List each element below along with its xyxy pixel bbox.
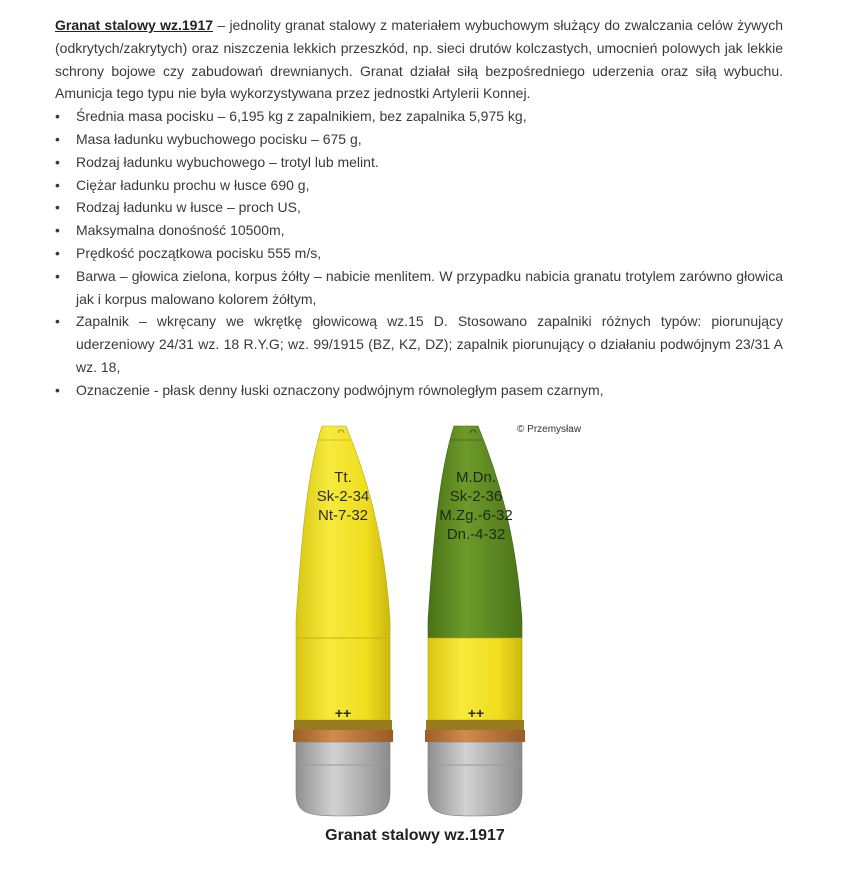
intro-text: – jednolity granat stalowy z materiałem wybuchowym służący do zwalczania celów żywych (odkrytych/zakrytych) oraz niszczenia lekkich przeszkód, np. sieci drutów kolczastych, umocnień polowych jak lekkie schrony bojowe czy zabudowań drewnianych. Granat działał siłą bezpośredniego uderzenia oraz siłą wybuchu. Amunicja tego typu nie była wykorzystywana przez jednostki Artylerii Konnej. (55, 17, 783, 102)
list-item: • Masa ładunku wybuchowego pocisku – 675 g, (55, 128, 783, 151)
bullet: • (55, 222, 60, 239)
stencil-marks: ++ (467, 705, 485, 721)
shells-drawing (280, 420, 610, 820)
list-item: • Ciężar ładunku prochu w łusce 690 g, (55, 174, 783, 197)
list-item: • Średnia masa pocisku – 6,195 kg z zapalnikiem, bez zapalnika 5,975 kg, (55, 105, 783, 128)
stencil-line: Sk-2-34 (316, 488, 370, 505)
list-item: • Oznaczenie - płask denny łuski oznaczony podwójnym równoległym pasem czarnym, (55, 379, 783, 402)
bullet: • (55, 108, 60, 125)
bullet: • (55, 267, 60, 284)
stencil-line: M.Dn. (455, 469, 497, 486)
stencil-marks: ++ (334, 705, 352, 721)
stencil-line: M.Zg.-6-32 (439, 507, 513, 524)
driving-band (426, 720, 524, 730)
stencil-line: Dn.-4-32 (446, 526, 506, 543)
list-item: • Rodzaj ładunku w łusce – proch US, (55, 196, 783, 219)
list-item: • Barwa – głowica zielona, korpus żółty – nabicie menlitem. W przypadku nabicia granatu trotylem zarówno głowica jak i korpus malowano kolorem żółtym, (55, 265, 783, 311)
bullet: • (55, 153, 60, 170)
bullet: • (55, 130, 60, 147)
cartridge-case (296, 742, 390, 816)
list-item: • Rodzaj ładunku wybuchowego – trotyl lub melint. (55, 151, 783, 174)
figure-caption: Granat stalowy wz.1917 (325, 827, 505, 844)
intro-paragraph (55, 14, 783, 105)
image-credit: © Przemysław (517, 424, 582, 435)
list-item: • Prędkość początkowa pocisku 555 m/s, (55, 242, 783, 265)
bullet: • (55, 381, 60, 398)
driving-band (294, 720, 392, 730)
driving-band (293, 730, 393, 742)
bullet: • (55, 176, 60, 193)
facts-list (55, 105, 783, 401)
cartridge-case (428, 742, 522, 816)
article-text (55, 14, 783, 402)
stencil-line: Tt. (334, 469, 352, 486)
stencil-line: Nt-7-32 (317, 507, 369, 524)
driving-band (425, 730, 525, 742)
stencil-line: Sk-2-36 (449, 488, 503, 505)
list-item: • Zapalnik – wkręcany we wkrętkę głowicową wz.15 D. Stosowano zapalniki różnych typów: piorunujący uderzeniowy 24/31 wz. 18 R.Y.G; wz. 99/1915 (BZ, KZ, DZ); zapalnik piorunujący o działaniu podwójnym 23/31 A wz. 18, (55, 310, 783, 378)
shell-illustration (280, 420, 610, 860)
bullet: • (55, 244, 60, 261)
bullet: • (55, 313, 60, 330)
bullet: • (55, 199, 60, 216)
list-item: • Maksymalna donośność 10500m, (55, 219, 783, 242)
article-title-link[interactable]: Granat stalowy wz.1917 (55, 17, 214, 33)
